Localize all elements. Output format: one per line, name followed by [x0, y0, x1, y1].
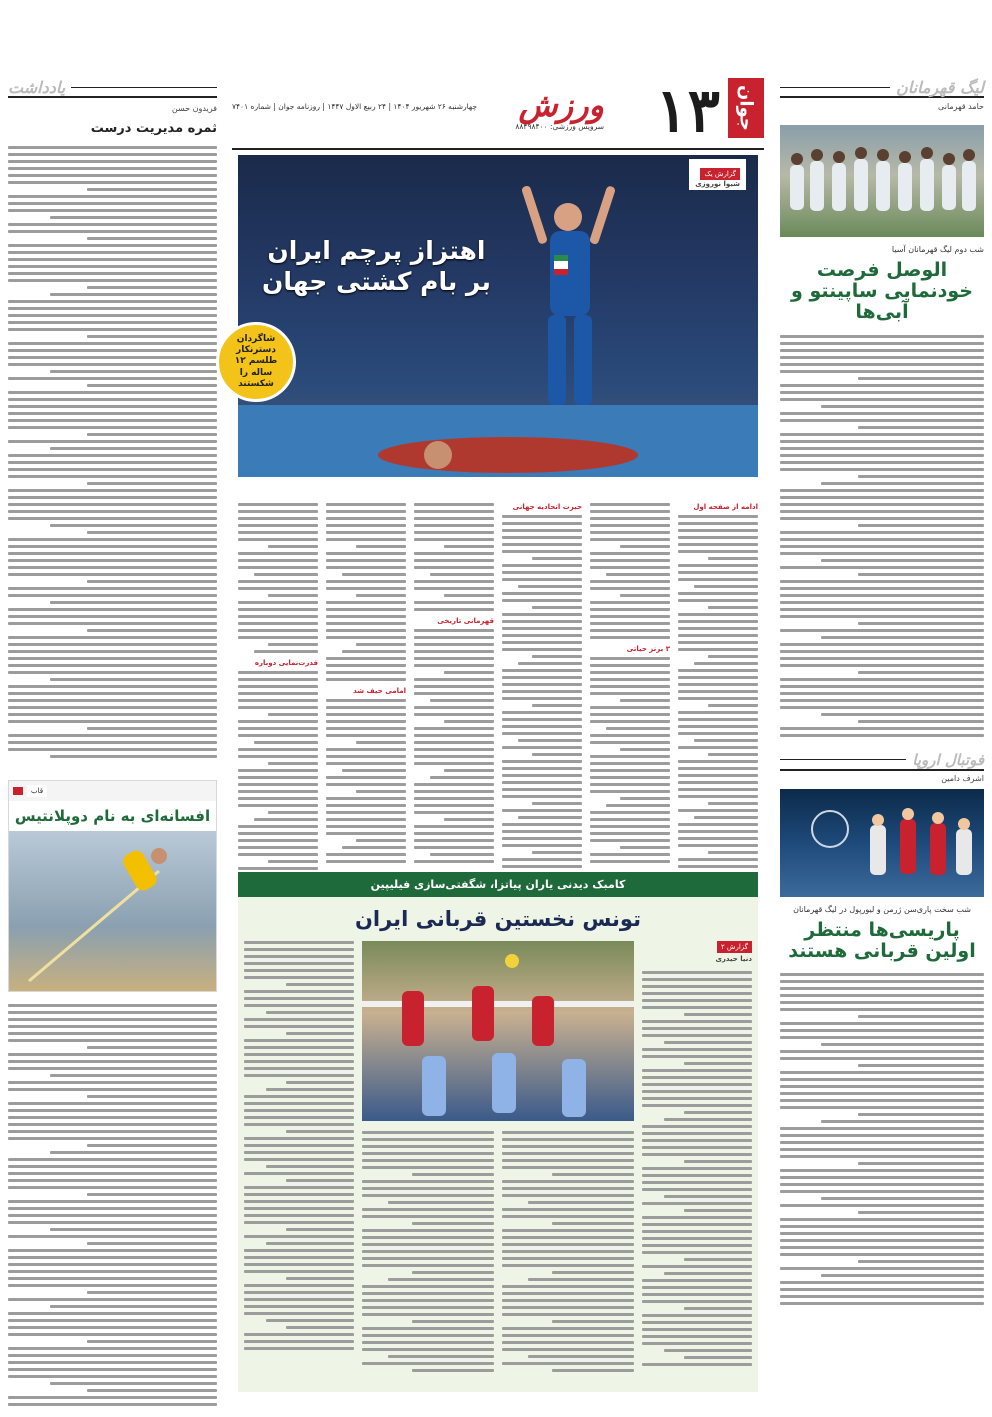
story-subhead: ۳ برنز حیاتی [626, 645, 670, 653]
text-column [678, 503, 758, 838]
text-column [414, 503, 494, 838]
left-column [0, 0, 225, 1417]
camera-icon [13, 787, 23, 795]
story-body-text [780, 973, 984, 1305]
story-headline: الوصل فرصت خودنمایی ساپینتو و آبی‌ها [791, 259, 973, 323]
volleyball-kicker: کامبک دیدنی یاران پیاتزا، شگفتی‌سازی فیلیپین [238, 872, 758, 897]
feature-box [8, 780, 217, 992]
volleyball-headline: تونس نخستین قربانی ایران [355, 907, 641, 931]
service-line: سرویس ورزشی: ۸۸۴۹۸۴۰۰ [515, 122, 604, 131]
champions-league-illustration [780, 789, 984, 897]
pole-vault-photo [9, 831, 216, 991]
column-headline: ثمره مدیریت درست [90, 121, 217, 136]
story-subhead: قهرمانی تاریخی [437, 617, 494, 625]
feature-body-text [8, 1004, 217, 1406]
volleyball-author: دنیا حیدری [715, 955, 752, 963]
gold-badge: شاگردان دسترنکار طلسم ۱۲ ساله را شکستند [216, 322, 296, 402]
masthead [232, 78, 764, 150]
volleyball-report-tag: گزارش ۲ [717, 941, 752, 953]
match-photo [780, 789, 984, 897]
volleyball-left-column [244, 941, 354, 1372]
text-column [502, 503, 582, 838]
story-subhead: امامی حیف شد [353, 687, 406, 695]
volleyball-story [238, 872, 758, 1392]
wrestling-photo [238, 155, 758, 477]
section-header-champions-league [780, 78, 984, 98]
story-subhead: ادامه از صفحه اول [693, 503, 758, 511]
section-title: فوتبال اروپا [912, 750, 984, 769]
volleyball-illustration [362, 941, 634, 1121]
right-column [772, 0, 992, 1417]
report-tag-label: گزارش یک [700, 168, 740, 180]
main-headline [262, 235, 491, 298]
text-column [590, 503, 670, 838]
section-number: ۱۳ [655, 76, 720, 146]
pole-vaulter-illustration [9, 831, 216, 991]
section-header-note [8, 78, 217, 98]
story-subhead: حیرت اتحادیه جهانی [512, 503, 582, 511]
story-kicker: شب دوم لیگ قهرمانان آسیا [891, 245, 984, 254]
column-body-text [8, 146, 217, 758]
volleyball-side-column [642, 941, 752, 1372]
story-headline: پاریسی‌ها منتظر اولین قربانی هستند [788, 918, 976, 962]
author-byline: اشرف دامین [941, 773, 984, 783]
author-byline: حامد قهرمانی [938, 102, 984, 111]
feature-headline: افسانه‌ای به نام دوپلانتیس [14, 807, 211, 825]
headline-line-2: بر بام کشتی جهان [262, 267, 491, 297]
text-column [238, 503, 318, 838]
headline-line-1: اهتزاز پرچم ایران [267, 236, 486, 265]
main-story-columns [238, 503, 758, 838]
author-byline: فریدون حسن [171, 104, 217, 113]
text-column [326, 503, 406, 838]
story-subhead: قدرت‌نمایی دوباره [254, 659, 318, 667]
report-author: شیوا نوروزی [695, 180, 740, 188]
paper-logo: جوان [728, 78, 764, 138]
feature-tag: قاب [27, 785, 47, 797]
center-area [232, 0, 764, 1417]
date-line: چهارشنبه ۲۶ شهریور ۱۴۰۴ | ۲۴ ربیع الاول ۱۴۴۷ | روزنامه جوان | شماره ۷۴۰۱ [232, 102, 478, 111]
section-title: لیگ قهرمانان [896, 77, 984, 97]
story-body-text [780, 335, 984, 737]
section-title: ورزش [518, 86, 604, 124]
section-header-european-football [780, 751, 984, 771]
report-tag [689, 159, 746, 190]
story-kicker: شب سخت پاری‌سن ژرمن و لیورپول در لیگ قهرمانان [793, 904, 971, 914]
volleyball-photo [362, 941, 634, 1121]
team-photo [780, 125, 984, 237]
players-illustration [780, 125, 984, 237]
wrestler-illustration [238, 155, 758, 477]
section-title: یادداشت [8, 77, 66, 97]
